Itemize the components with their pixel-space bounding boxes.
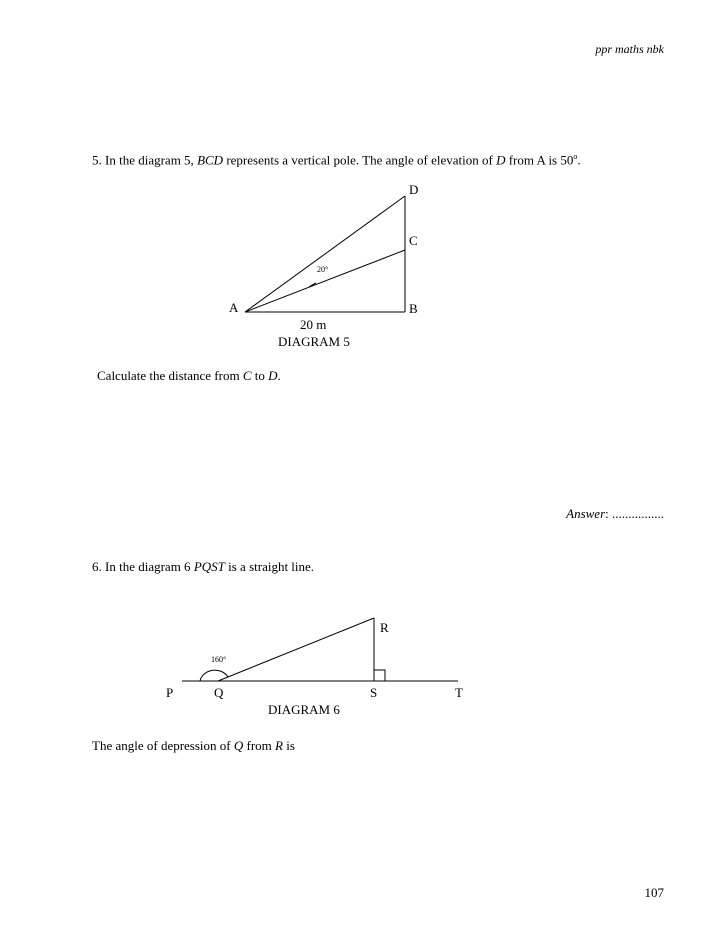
- label-d: D: [409, 182, 419, 197]
- question-number: 6.: [92, 559, 102, 574]
- q6-ask-part: is: [283, 738, 295, 753]
- label-s: S: [370, 685, 378, 700]
- line-name: PQST: [193, 559, 225, 574]
- label-a: A: [229, 300, 239, 315]
- q5-text-part: In the diagram 5,: [105, 152, 198, 168]
- label-c: C: [409, 233, 418, 248]
- angle-label-5: 20°: [317, 265, 329, 274]
- q6-text-part: is a straight line.: [224, 559, 315, 574]
- line-qr: [218, 618, 374, 681]
- label-p: P: [166, 685, 174, 700]
- line-ad: [245, 196, 405, 312]
- line-ac: [245, 250, 405, 312]
- answer-line[interactable]: [566, 506, 664, 522]
- length-label: 20 m: [300, 317, 327, 332]
- question-number: 5.: [92, 152, 102, 168]
- degree-symbol: o: [573, 152, 578, 161]
- answer-label: Answer: [566, 506, 606, 521]
- label-t: T: [455, 685, 463, 700]
- point-q: Q: [233, 738, 244, 753]
- q5-ask-part: to: [251, 368, 269, 383]
- question-5-ask: [97, 368, 281, 384]
- diagram-6-caption: DIAGRAM 6: [268, 702, 340, 717]
- label-b: B: [409, 301, 418, 316]
- question-6-text: [92, 559, 314, 575]
- diagram-5: [245, 196, 405, 312]
- angle-label-6: 160°: [211, 655, 227, 664]
- pole-name: BCD: [197, 152, 224, 168]
- point-c: C: [242, 368, 252, 383]
- question-6-ask: [92, 738, 295, 754]
- answer-dots[interactable]: : ................: [605, 506, 664, 521]
- label-q: Q: [214, 685, 224, 700]
- page-header: ppr maths nbk: [595, 42, 664, 56]
- point-d: D: [496, 152, 506, 168]
- q6-ask-part: The angle of depression of: [92, 738, 234, 753]
- diagram-6: [182, 618, 458, 681]
- point-d-ask: D: [268, 368, 278, 383]
- point-r: R: [275, 738, 283, 753]
- q6-ask-part: from: [243, 738, 276, 753]
- angle-arc-6: [200, 670, 228, 681]
- right-angle-mark: [374, 670, 385, 681]
- label-r: R: [380, 620, 389, 635]
- diagram-5-caption: DIAGRAM 5: [278, 334, 350, 349]
- q5-text-part: from A is 50: [505, 152, 574, 168]
- q5-text-part: .: [577, 152, 581, 168]
- q5-text-part: represents a vertical pole. The angle of elevation of: [223, 152, 497, 168]
- q6-text-part: In the diagram 6: [105, 559, 194, 574]
- q5-ask-part: Calculate the distance from: [97, 368, 243, 383]
- q5-ask-part: .: [277, 368, 281, 383]
- page-number: 107: [644, 885, 664, 900]
